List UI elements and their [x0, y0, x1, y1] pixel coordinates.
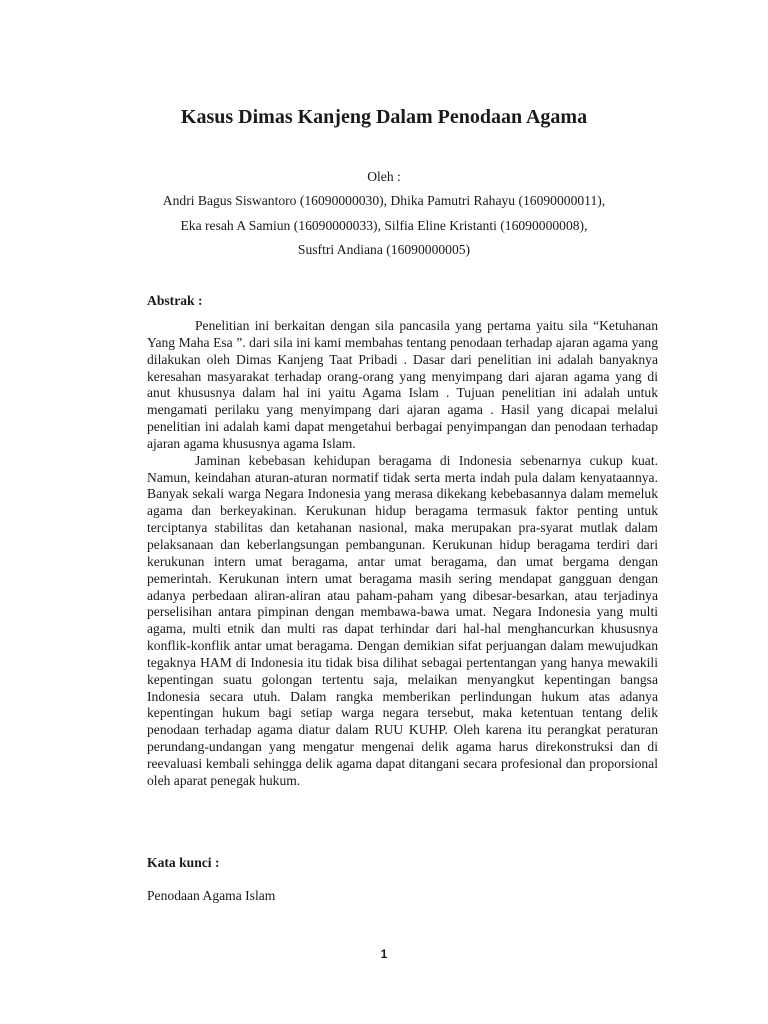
abstract-body — [147, 318, 658, 790]
page-number: 1 — [380, 947, 388, 961]
keywords-heading: Kata kunci : — [147, 855, 220, 870]
by-label: Oleh : — [367, 169, 401, 184]
keywords-text: Penodaan Agama Islam — [147, 888, 276, 903]
author-block — [60, 165, 708, 262]
abstract-paragraph: Penelitian ini berkaitan dengan sila pancasila yang pertama yaitu sila “Ketuhanan Yang Maha Esa ”. dari sila ini kami membahas tentang penodaan terhadap ajaran agama yang dilakukan oleh Dimas Kanjeng Taat Pribadi . Dasar dari penelitian ini adalah banyaknya keresahan masyarakat terhadap orang-orang yang menyimpang dari ajaran agama yang di anut khususnya dalam hal ini yaitu Agama Islam . Tujuan penelitian ini adalah untuk mengamati perilaku yang menyimpang dari ajaran agama . Hasil yang dicapai melalui penelitian ini adalah kami dapat mengetahui berbagai penyimpangan dan penodaan terhadap ajaran agama khususnya agama Islam. — [147, 318, 658, 451]
author-line: Andri Bagus Siswantoro (16090000030), Dhika Pamutri Rahayu (16090000011), — [162, 193, 606, 209]
paper-title: Kasus Dimas Kanjeng Dalam Penodaan Agama — [180, 106, 588, 128]
author-line: Susftri Andiana (16090000005) — [297, 241, 471, 257]
author-line: Eka resah A Samiun (16090000033), Silfia Eline Kristanti (16090000008), — [180, 217, 588, 233]
abstract-heading: Abstrak : — [147, 293, 203, 308]
abstract-paragraph: Jaminan kebebasan kehidupan beragama di Indonesia sebenarnya cukup kuat. Namun, keindahan aturan-aturan normatif tidak serta merta indah pula dalam kenyataannya. Banyak sekali warga Negara Indonesia yang merasa dikekang kebebasannya dalam memeluk agama dan berkeyakinan. Kerukunan hidup beragama termasuk faktor penting untuk terciptanya stabilitas dan ketahanan nasional, maka merupakan pra-syarat mutlak dalam pelaksanaan dan keberlangsungan pembangunan. Kerukunan hidup beragama terdiri dari kerukunan intern umat beragama, antar umat beragama, dan umat bergama dengan pemerintah. Kerukunan intern umat beragama masih sering mendapat gangguan dengan adanya perbedaan aliran-aliran atau paham-paham yang dibesar-besarkan, atau terjadinya perselisihan antara pimpinan dengan membawa-bawa umat. Negara Indonesia yang multi agama, multi etnik dan multi ras dapat terhindar dari hal-hal menghancurkan khususnya konflik-konflik antar umat beragama. Dengan demikian sifat perjuangan dalam mewujudkan tegaknya HAM di Indonesia itu tidak bisa dilihat sebagai pertentangan yang hanya mewakili kepentingan suatu golongan tertentu saja, melaikan menyangkut kepentingan bangsa Indonesia secara utuh. Dalam rangka memberikan perlindungan hukum atas adanya kepentingan hukum bagi setiap warga negara tersebut, maka ketentuan tentang delik penodaan terhadap agama diatur dalam RUU KUHP. Oleh karena itu perangkat peraturan perundang-undangan yang mengatur mengenai delik agama harus direkonstruksi dan di reevaluasi kembali sehingga delik agama dapat ditangani secara profesional dan proporsional oleh aparat penegak hukum. — [147, 452, 658, 788]
